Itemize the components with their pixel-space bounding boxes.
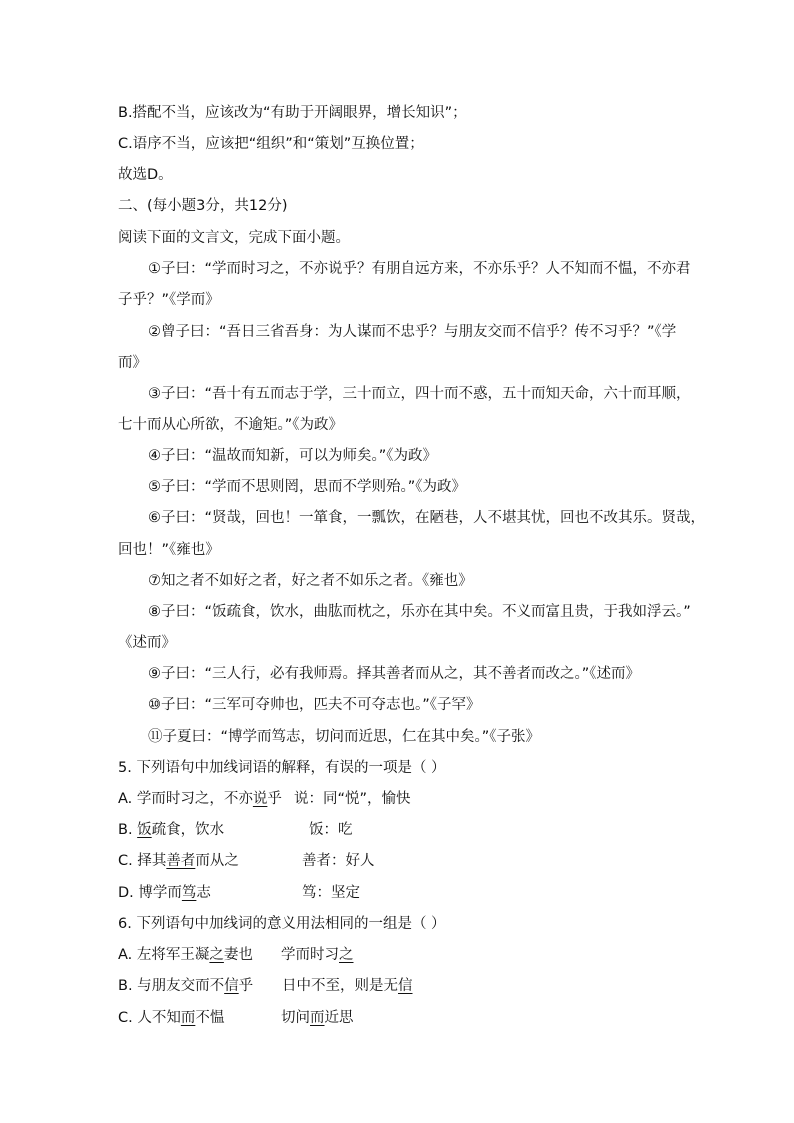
passage-8: ⑧子曰：“饭疏食，饮水，曲肱而枕之，乐亦在其中矣。不义而富且贵，于我如浮云。” — [148, 604, 691, 620]
question-5-option-a: A. 学而时习之，不亦说乎 — [118, 791, 282, 807]
underlined-word: 笃 — [181, 885, 197, 901]
underlined-word: 善者 — [166, 853, 196, 869]
underlined-word: 饭 — [137, 822, 152, 838]
passage-4: ④子曰：“温故而知新，可以为师矣。”《为政》 — [148, 448, 438, 464]
question-5-option-b-explanation: 饭：吃 — [309, 822, 353, 838]
question-6-option-b: B. 与朋友交而不信乎 — [118, 978, 254, 994]
question-5-stem: 5. 下列语句中加线词语的解释，有误的一项是（ ） — [118, 760, 446, 776]
question-5-option-a-explanation: 说：同“悦”，愉快 — [294, 791, 411, 807]
question-5-option-d-explanation: 笃：坚定 — [302, 885, 360, 901]
underlined-word: 而 — [310, 1010, 325, 1026]
question-6-stem: 6. 下列语句中加线词的意义用法相同的一组是（ ） — [118, 916, 446, 932]
question-6-option-b-second: 日中不至，则是无信 — [282, 978, 413, 994]
passage-6: ⑥子曰：“贤哉，回也！一箪食，一瓢饮，在陋巷，人不堪其忧，回也不改其乐。贤哉， — [148, 510, 706, 526]
passage-2: ②曾子曰：“吾日三省吾身：为人谋而不忠乎？与朋友交而不信乎？传不习乎？”《学 — [148, 324, 677, 340]
question-6-option-a: A. 左将军王凝之妻也 — [118, 947, 253, 963]
underlined-word: 而 — [180, 1010, 196, 1026]
passage-3-continued: 七十而从心所欲，不逾矩。”《为政》 — [118, 417, 344, 433]
question-6-option-c-second: 切问而近思 — [281, 1010, 354, 1026]
underlined-word: 说 — [252, 791, 268, 807]
question-6-option-c: C. 人不知而不愠 — [118, 1010, 225, 1026]
question-5-option-c: C. 择其善者而从之 — [118, 853, 239, 869]
passage-1-continued: 子乎？”《学而》 — [118, 292, 220, 308]
underlined-word: 信 — [224, 978, 239, 994]
question-6-option-a-second: 学而时习之 — [281, 947, 354, 963]
passage-7: ⑦知之者不如好之者，好之者不如乐之者。《雍也》 — [148, 573, 473, 589]
passage-2-continued: 而》 — [118, 355, 147, 371]
section-heading: 二、(每小题3分，共12分) — [118, 198, 288, 214]
question-5-option-d: D. 博学而笃志 — [118, 885, 211, 901]
answer-option-b: B.搭配不当，应该改为“有助于开阔眼界，增长知识”； — [118, 105, 467, 121]
passage-5: ⑤子曰：“学而不思则罔，思而不学则殆。”《为政》 — [148, 479, 467, 495]
underlined-word: 信 — [398, 978, 413, 994]
passage-11: ⑪子夏曰：“博学而笃志，切问而近思，仁在其中矣。”《子张》 — [148, 729, 541, 745]
underlined-word: 之 — [339, 947, 354, 963]
answer-conclusion: 故选D。 — [118, 167, 173, 183]
passage-3: ③子曰：“吾十有五而志于学，三十而立，四十而不惑，五十而知天命，六十而耳顺， — [148, 386, 691, 402]
reading-instruction: 阅读下面的文言文，完成下面小题。 — [118, 230, 350, 246]
passage-1: ①子曰：“学而时习之，不亦说乎？有朋自远方来，不亦乐乎？人不知而不愠，不亦君 — [148, 261, 691, 277]
underlined-word: 之 — [209, 947, 224, 963]
passage-8-continued: 《述而》 — [118, 635, 176, 651]
passage-9: ⑨子曰：“三人行，必有我师焉。择其善者而从之，其不善者而改之。”《述而》 — [148, 666, 641, 682]
answer-option-c: C.语序不当，应该把“组织”和“策划”互换位置； — [118, 136, 424, 152]
question-5-option-b: B. 饭疏食，饮水 — [118, 822, 225, 838]
passage-10: ⑩子曰：“三军可夺帅也，匹夫不可夺志也。”《子罕》 — [148, 697, 481, 713]
question-5-option-c-explanation: 善者：好人 — [302, 853, 375, 869]
passage-6-continued: 回也！”《雍也》 — [118, 542, 220, 558]
